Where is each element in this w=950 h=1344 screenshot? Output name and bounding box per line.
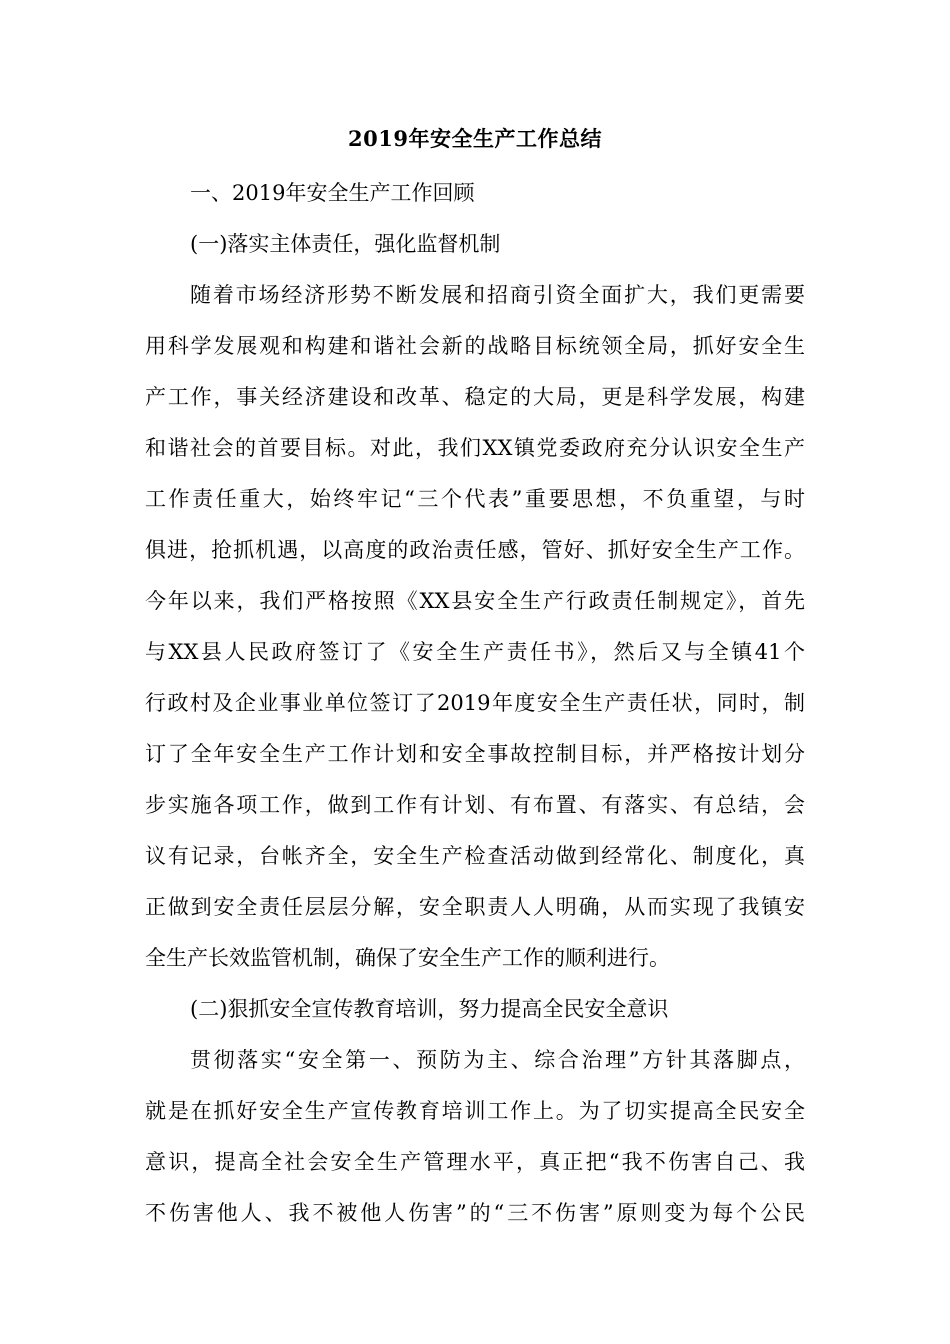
paragraph-line: 和谐社会的首要目标。对此，我们XX镇党委政府充分认识安全生产 — [145, 436, 805, 460]
subsection-heading: (一)落实主体责任，强化监督机制 — [190, 232, 501, 256]
paragraph-line: 俱进，抢抓机遇，以高度的政治责任感，管好、抓好安全生产工作。 — [145, 538, 805, 562]
paragraph-line: 用科学发展观和构建和谐社会新的战略目标统领全局，抓好安全生 — [145, 334, 805, 358]
section-heading: 一、2019年安全生产工作回顾 — [190, 181, 475, 205]
paragraph-line: 正做到安全责任层层分解，安全职责人人明确，从而实现了我镇安 — [145, 895, 805, 919]
paragraph-line: 订了全年安全生产工作计划和安全事故控制目标，并严格按计划分 — [145, 742, 805, 766]
document-title: 2019年安全生产工作总结 — [348, 126, 602, 151]
paragraph-line: 全生产长效监管机制，确保了安全生产工作的顺利进行。 — [145, 946, 670, 970]
paragraph-line: 不伤害他人、我不被他人伤害”的“三不伤害”原则变为每个公民 — [145, 1201, 805, 1225]
paragraph-line: 今年以来，我们严格按照《XX县安全生产行政责任制规定》，首先 — [145, 589, 805, 613]
paragraph-line: 议有记录，台帐齐全，安全生产检查活动做到经常化、制度化，真 — [145, 844, 805, 868]
paragraph-line: 就是在抓好安全生产宣传教育培训工作上。为了切实提高全民安全 — [145, 1099, 805, 1123]
paragraph-line: 贯彻落实“安全第一、预防为主、综合治理”方针其落脚点， — [190, 1048, 805, 1072]
paragraph-line: 意识，提高全社会安全生产管理水平，真正把“我不伤害自己、我 — [145, 1150, 805, 1174]
paragraph-line: 工作责任重大，始终牢记“三个代表”重要思想，不负重望，与时 — [145, 487, 805, 511]
paragraph-line: 与XX县人民政府签订了《安全生产责任书》，然后又与全镇41个 — [145, 640, 805, 664]
subsection-heading: (二)狠抓安全宣传教育培训，努力提高全民安全意识 — [190, 997, 669, 1021]
paragraph-line: 随着市场经济形势不断发展和招商引资全面扩大，我们更需要 — [190, 283, 805, 307]
paragraph-line: 行政村及企业事业单位签订了2019年度安全生产责任状，同时，制 — [145, 691, 805, 715]
paragraph-line: 产工作，事关经济建设和改革、稳定的大局，更是科学发展，构建 — [145, 385, 805, 409]
paragraph-line: 步实施各项工作，做到工作有计划、有布置、有落实、有总结，会 — [145, 793, 805, 817]
